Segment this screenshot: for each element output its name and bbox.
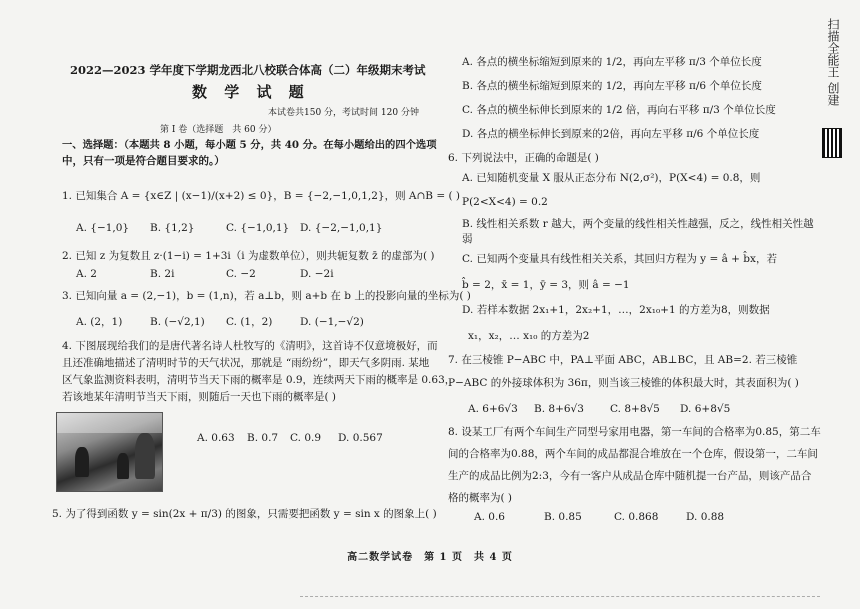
q4-option-a: A. 0.63	[197, 432, 235, 444]
question-4-line-2: 且还准确地描述了清明时节的天气状况，那就是 “雨纷纷”，即天气多阴雨. 某地	[62, 357, 430, 369]
q5-option-d: D. 各点的横坐标伸长到原来的2倍，再向左平移 π/6 个单位长度	[462, 128, 760, 140]
qr-code-icon	[822, 128, 842, 158]
exam-meta: 本试卷共150 分，考试时间 120 分钟	[268, 108, 419, 118]
q7-option-d: D. 6+8√5	[680, 403, 731, 415]
question-7-line-2: P−ABC 的外接球体积为 36π，则当该三棱锥的体积最大时，其表面积为( )	[448, 377, 799, 389]
q7-option-b: B. 8+6√3	[534, 403, 584, 415]
q6-line-7: D. 若样本数据 2x₁+1，2x₂+1，…，2x₁₀+1 的方差为8，则数据	[462, 304, 770, 316]
q6-line-5: C. 已知两个变量具有线性相关关系，其回归方程为 y = â + b̂x，若	[462, 253, 777, 265]
qingming-painting-image	[56, 412, 163, 492]
q5-option-c: C. 各点的横坐标伸长到原来的 1/2 倍，再向右平移 π/3 个单位长度	[462, 104, 776, 116]
question-3: 3. 已知向量 a = (2,−1)，b = (1,n)，若 a⊥b，则 a+b 在 b 上的投影向量的坐标为( )	[62, 290, 471, 302]
q5-option-b: B. 各点的横坐标缩短到原来的 1/2，再向左平移 π/6 个单位长度	[462, 80, 762, 92]
q1-option-b: B. {1,2}	[150, 222, 195, 234]
section-heading-cont: 中，只有一项是符合题目要求的。）	[62, 155, 225, 167]
section-heading: 一、选择题：（本题共 8 小题，每小题 5 分，共 40 分。在每小题给出的四个选项	[62, 139, 437, 151]
q8-option-b: B. 0.85	[544, 511, 582, 523]
question-4-line-4: 若该地某年清明节当天下雨，则随后一天也下雨的概率是( )	[62, 391, 337, 403]
q8-option-c: C. 0.868	[614, 511, 659, 523]
q6-line-2: P(2<X<4) = 0.2	[462, 196, 548, 208]
q6-line-1: A. 已知随机变量 X 服从正态分布 N(2,σ²)，P(X<4) = 0.8，则	[462, 172, 761, 184]
question-1: 1. 已知集合 A = {x∈Z | (x−1)/(x+2) ≤ 0}，B = {−2,−1,0,1,2}，则 A∩B = ( )	[62, 190, 461, 202]
q2-option-d: D. −2i	[300, 268, 334, 280]
q7-option-a: A. 6+6√3	[468, 403, 518, 415]
q4-option-d: D. 0.567	[338, 432, 383, 444]
q2-option-a: A. 2	[76, 268, 97, 280]
question-2: 2. 已知 z 为复数且 z·(1−i) = 1+3i（i 为虚数单位），则共轭复数 z̄ 的虚部为( )	[62, 250, 435, 262]
exam-title: 2022—2023 学年度下学期龙西北八校联合体高（二）年级期末考试	[70, 63, 426, 77]
subject-title: 数 学 试 题	[192, 83, 310, 101]
q8-option-a: A. 0.6	[474, 511, 505, 523]
question-8-line-2: 间的合格率为0.88，两个车间的成品都混合堆放在一个仓库，假设第一，二车间	[448, 448, 818, 460]
q3-option-b: B. (−√2,1)	[150, 316, 205, 328]
q2-option-b: B. 2i	[150, 268, 175, 280]
q3-option-c: C. (1，2)	[226, 316, 273, 328]
q6-line-8: x₁，x₂，… x₁₀ 的方差为2	[468, 330, 590, 342]
q3-option-d: D. (−1,−√2)	[300, 316, 364, 328]
q1-option-c: C. {−1,0,1}	[226, 222, 290, 234]
q6-line-4: 弱	[462, 233, 473, 245]
question-4-line-1: 4. 下图展现给我们的是唐代著名诗人杜牧写的《清明》，这首诗不仅意境极好，而	[62, 340, 438, 352]
part-heading: 第 Ⅰ 卷（选择题 共 60 分）	[160, 125, 277, 135]
q3-option-a: A. (2，1)	[76, 316, 123, 328]
question-8-line-1: 8. 设某工厂有两个车间生产同型号家用电器，第一车间的合格率为0.85，第二车	[448, 426, 821, 438]
bottom-scan-marks	[300, 596, 820, 605]
q6-line-3: B. 线性相关系数 r 越大，两个变量的线性相关性越强，反之，线性相关性越	[462, 218, 814, 230]
q1-option-d: D. {−2,−1,0,1}	[300, 222, 383, 234]
q6-line-6: b̂ = 2，x̄ = 1，ȳ = 3，则 â = −1	[462, 279, 630, 291]
q7-option-c: C. 8+8√5	[610, 403, 660, 415]
q1-option-a: A. {−1,0}	[76, 222, 130, 234]
question-8-line-3: 生产的成品比例为2:3，今有一客户从成品仓库中随机提一台产品，则该产品合	[448, 470, 812, 482]
question-5: 5. 为了得到函数 y = sin(2x + π/3) 的图象，只需要把函数 y = sin x 的图象上( )	[52, 508, 437, 520]
q8-option-d: D. 0.88	[686, 511, 725, 523]
question-6: 6. 下列说法中，正确的命题是( )	[448, 152, 599, 164]
q2-option-c: C. −2	[226, 268, 256, 280]
scanner-watermark: 扫描全能王 创建	[826, 18, 840, 106]
q4-option-c: C. 0.9	[290, 432, 322, 444]
page-footer: 高二数学试卷 第 1 页 共 4 页	[347, 552, 513, 563]
question-7-line-1: 7. 在三棱锥 P−ABC 中，PA⊥平面 ABC，AB⊥BC，且 AB=2. 若三棱锥	[448, 354, 798, 366]
q4-option-b: B. 0.7	[247, 432, 279, 444]
question-8-line-4: 格的概率为( )	[448, 492, 513, 504]
question-4-line-3: 区气象监测资料表明，清明节当天下雨的概率是 0.9，连续两天下雨的概率是 0.63，	[62, 374, 456, 386]
q5-option-a: A. 各点的横坐标缩短到原来的 1/2，再向左平移 π/3 个单位长度	[462, 56, 762, 68]
